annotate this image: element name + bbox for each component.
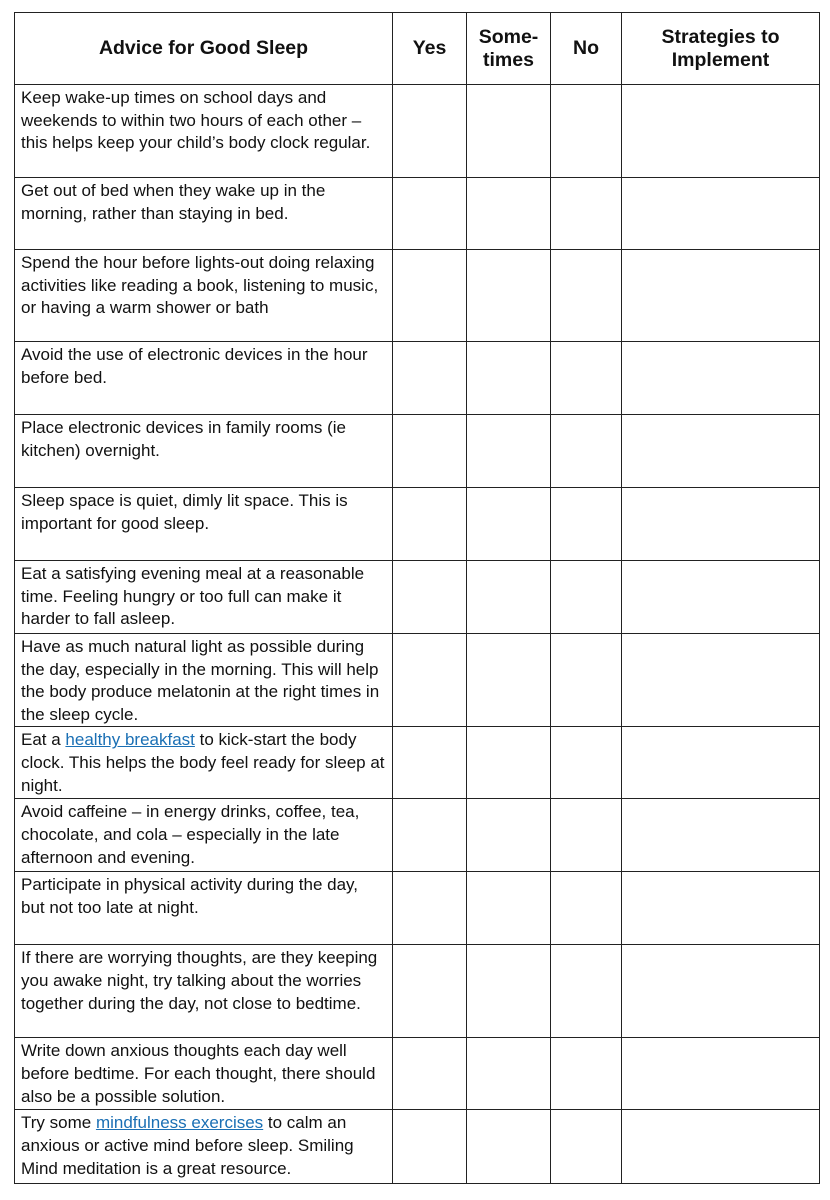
good-sleep-checklist-table: [14, 12, 820, 1184]
yes-cell[interactable]: [393, 415, 467, 488]
strategies-cell[interactable]: [622, 85, 820, 178]
advice-cell: Sleep space is quiet, dimly lit space. This is important for good sleep.: [15, 488, 393, 561]
strategies-cell[interactable]: [622, 1038, 820, 1110]
sometimes-cell[interactable]: [467, 634, 551, 727]
no-cell[interactable]: [551, 727, 622, 799]
yes-cell[interactable]: [393, 85, 467, 178]
table-row: [15, 945, 820, 1038]
advice-cell: Avoid the use of electronic devices in the hour before bed.: [15, 342, 393, 415]
header-row: [15, 13, 820, 85]
sometimes-cell[interactable]: [467, 342, 551, 415]
yes-cell[interactable]: [393, 1038, 467, 1110]
sometimes-cell[interactable]: [467, 178, 551, 250]
sometimes-cell[interactable]: [467, 945, 551, 1038]
no-cell[interactable]: [551, 561, 622, 634]
header-sometimes-line2: times: [483, 48, 534, 71]
advice-cell: Write down anxious thoughts each day well before bedtime. For each thought, there should also be a possible solution.: [15, 1038, 393, 1110]
strategies-cell[interactable]: [622, 872, 820, 945]
sometimes-cell[interactable]: [467, 561, 551, 634]
no-cell[interactable]: [551, 945, 622, 1038]
yes-cell[interactable]: [393, 945, 467, 1038]
strategies-cell[interactable]: [622, 727, 820, 799]
advice-cell: Place electronic devices in family rooms (ie kitchen) overnight.: [15, 415, 393, 488]
table-row: [15, 488, 820, 561]
header-strategies-line2: Implement: [671, 48, 770, 71]
table-row: [15, 561, 820, 634]
no-cell[interactable]: [551, 342, 622, 415]
yes-cell[interactable]: [393, 799, 467, 872]
sometimes-cell[interactable]: [467, 799, 551, 872]
table-row: [15, 1038, 820, 1110]
header-sometimes-line1: Some-: [478, 25, 539, 48]
table-row: [15, 415, 820, 488]
advice-cell: Participate in physical activity during the day, but not too late at night.: [15, 872, 393, 945]
strategies-cell[interactable]: [622, 488, 820, 561]
table-row: [15, 342, 820, 415]
advice-cell: Keep wake-up times on school days and weekends to within two hours of each other – this helps keep your child’s body clock regular.: [15, 85, 393, 178]
yes-cell[interactable]: [393, 342, 467, 415]
sometimes-cell[interactable]: [467, 727, 551, 799]
no-cell[interactable]: [551, 250, 622, 342]
header-strategies: [622, 13, 820, 85]
table-row: [15, 85, 820, 178]
strategies-cell[interactable]: [622, 250, 820, 342]
advice-text-before: Try some: [21, 1113, 96, 1133]
sometimes-cell[interactable]: [467, 250, 551, 342]
advice-cell: Have as much natural light as possible during the day, especially in the morning. This will help the body produce melatonin at the right times in the sleep cycle.: [15, 634, 393, 727]
advice-text-after: to calm an anxious or active mind before sleep. Smiling Mind meditation is a great resource.: [21, 1113, 354, 1178]
advice-cell: Eat a satisfying evening meal at a reasonable time. Feeling hungry or too full can make it harder to fall asleep.: [15, 561, 393, 634]
sometimes-cell[interactable]: [467, 85, 551, 178]
table-row: [15, 799, 820, 872]
sometimes-cell[interactable]: [467, 872, 551, 945]
advice-cell: Get out of bed when they wake up in the morning, rather than staying in bed.: [15, 178, 393, 250]
advice-cell: Spend the hour before lights-out doing relaxing activities like reading a book, listening to music, or having a warm shower or bath: [15, 250, 393, 342]
header-advice: Advice for Good Sleep: [15, 13, 393, 85]
strategies-cell[interactable]: [622, 634, 820, 727]
header-no: No: [551, 13, 622, 85]
table-row: [15, 727, 820, 799]
no-cell[interactable]: [551, 415, 622, 488]
advice-cell: If there are worrying thoughts, are they keeping you awake night, try talking about the worries together during the day, not close to bedtime.: [15, 945, 393, 1038]
strategies-cell[interactable]: [622, 945, 820, 1038]
header-strategies-line1: Strategies to: [661, 25, 780, 48]
advice-text-after: to kick-start the body clock. This helps the body feel ready for sleep at night.: [21, 730, 385, 795]
table-row: [15, 872, 820, 945]
no-cell[interactable]: [551, 488, 622, 561]
table-row: [15, 634, 820, 727]
healthy-breakfast-link[interactable]: healthy breakfast: [65, 730, 195, 750]
sometimes-cell[interactable]: [467, 1038, 551, 1110]
table-row: [15, 250, 820, 342]
advice-text-before: Eat a: [21, 730, 66, 750]
advice-cell: [15, 727, 393, 799]
no-cell[interactable]: [551, 634, 622, 727]
no-cell[interactable]: [551, 85, 622, 178]
header-yes: Yes: [393, 13, 467, 85]
yes-cell[interactable]: [393, 488, 467, 561]
no-cell[interactable]: [551, 1038, 622, 1110]
yes-cell[interactable]: [393, 1110, 467, 1184]
sometimes-cell[interactable]: [467, 1110, 551, 1184]
table-row: [15, 178, 820, 250]
no-cell[interactable]: [551, 178, 622, 250]
yes-cell[interactable]: [393, 727, 467, 799]
header-sometimes: [467, 13, 551, 85]
strategies-cell[interactable]: [622, 1110, 820, 1184]
sometimes-cell[interactable]: [467, 415, 551, 488]
sometimes-cell[interactable]: [467, 488, 551, 561]
no-cell[interactable]: [551, 872, 622, 945]
no-cell[interactable]: [551, 799, 622, 872]
yes-cell[interactable]: [393, 178, 467, 250]
advice-cell: [15, 1110, 393, 1184]
yes-cell[interactable]: [393, 561, 467, 634]
strategies-cell[interactable]: [622, 561, 820, 634]
yes-cell[interactable]: [393, 250, 467, 342]
advice-cell: Avoid caffeine – in energy drinks, coffee, tea, chocolate, and cola – especially in the late afternoon and evening.: [15, 799, 393, 872]
yes-cell[interactable]: [393, 634, 467, 727]
no-cell[interactable]: [551, 1110, 622, 1184]
strategies-cell[interactable]: [622, 415, 820, 488]
strategies-cell[interactable]: [622, 342, 820, 415]
yes-cell[interactable]: [393, 872, 467, 945]
strategies-cell[interactable]: [622, 799, 820, 872]
mindfulness-exercises-link[interactable]: mindfulness exercises: [95, 1113, 264, 1133]
strategies-cell[interactable]: [622, 178, 820, 250]
table-row: [15, 1110, 820, 1184]
